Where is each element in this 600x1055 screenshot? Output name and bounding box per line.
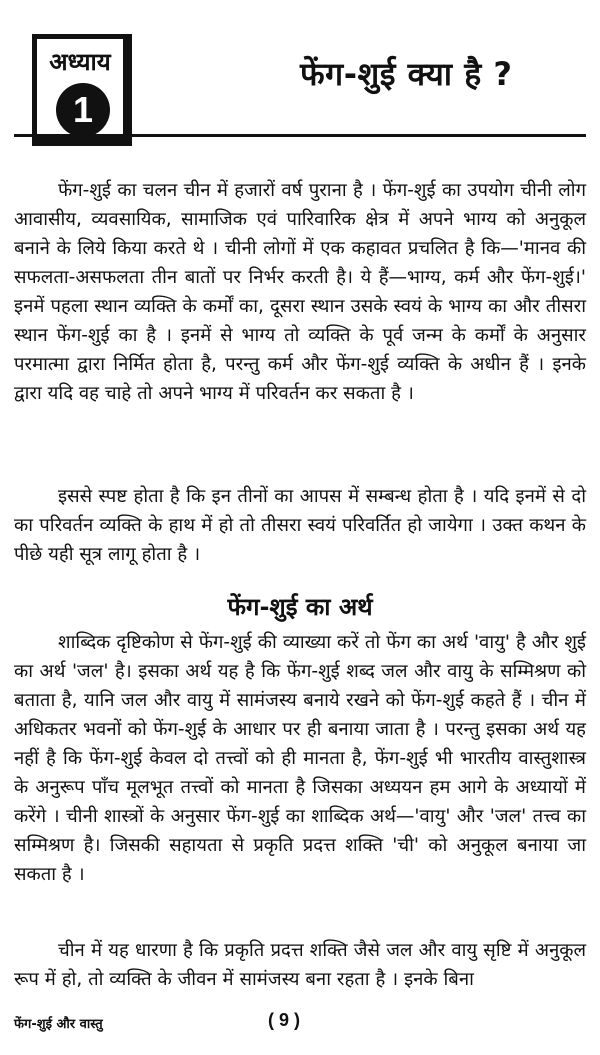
paragraph-intro: फेंग-शुई का चलन चीन में हजारों वर्ष पुराना है । फेंग-शुई का उपयोग चीनी लोग आवासीय, व्यवसायिक, सामाजिक एवं पारिवारिक क्षेत्र में अपने भाग्य को अनुकूल बनाने के लिये किया करते थे । चीनी लोगों में एक कहावत प्रचलित है कि—'मानव की सफलता-असफलता तीन बातों पर निर्भर करती है। ये हैं—भाग्य, कर्म और फेंग-शुई।' इनमें पहला स्थान व्यक्ति के कर्मों का, दूसरा स्थान उसके स्वयं के भाग्य का और तीसरा स्थान फेंग-शुई का है । इनमें से भाग्य तो व्यक्ति के पूर्व जन्म के कर्मों के अनुसार परमात्मा द्वारा निर्मित होता है, परन्तु कर्म और फेंग-शुई व्यक्ति के अधीन हैं । इनके द्वारा यदि वह चाहे तो अपने भाग्य में परिवर्तन कर सकता है ।	[14, 180, 586, 404]
chapter-title: फेंग-शुई क्या है ?	[300, 55, 513, 93]
page-number: ( 9 )	[268, 1010, 301, 1030]
chapter-badge	[32, 34, 132, 146]
section-heading: फेंग-शुई का अर्थ	[227, 593, 373, 621]
header-divider	[14, 134, 586, 137]
chapter-number: 1	[56, 83, 110, 137]
paragraph-relation: इससे स्पष्ट होता है कि इन तीनों का आपस में सम्बन्ध होता है । यदि इनमें से दो का परिवर्तन व्यक्ति के हाथ में हो तो तीसरा स्वयं परिवर्तित हो जायेगा । उक्त कथन के पीछे यही सूत्र लागू होता है ।	[14, 486, 586, 565]
paragraph-meaning: शाब्दिक दृष्टिकोण से फेंग-शुई की व्याख्या करें तो फेंग का अर्थ 'वायु' है और शुई का अर्थ 'जल' है। इसका अर्थ यह है कि फेंग-शुई शब्द जल और वायु के सम्मिश्रण को बताता है, यानि जल और वायु में सामंजस्य बनाये रखने को फेंग-शुई कहते हैं । चीन में अधिकतर भवनों को फेंग-शुई के आधार पर ही बनाया जाता है । परन्तु इसका अर्थ यह नहीं है कि फेंग-शुई केवल दो तत्त्वों को ही मानता है, फेंग-शुई भी भारतीय वास्तुशास्त्र के अनुरूप पाँच मूलभूत तत्त्वों को मानता है जिसका अध्ययन हम आगे के अध्यायों में करेंगे । चीनी शास्त्रों के अनुसार फेंग-शुई का शाब्दिक अर्थ—'वायु' और 'जल' तत्त्व का सम्मिश्रण है। जिसकी सहायता से प्रकृति प्रदत्त शक्ति 'ची' को अनुकूल बनाया जा सकता है ।	[14, 632, 586, 885]
chapter-label: अध्याय	[49, 48, 111, 76]
footer-book-title: फेंग-शुई और वास्तु	[14, 1017, 103, 1032]
paragraph-belief: चीन में यह धारणा है कि प्रकृति प्रदत्त शक्ति जैसे जल और वायु सृष्टि में अनुकूल रूप में हो, तो व्यक्ति के जीवन में सामंजस्य बना रहता है । इनके बिना	[14, 940, 586, 990]
